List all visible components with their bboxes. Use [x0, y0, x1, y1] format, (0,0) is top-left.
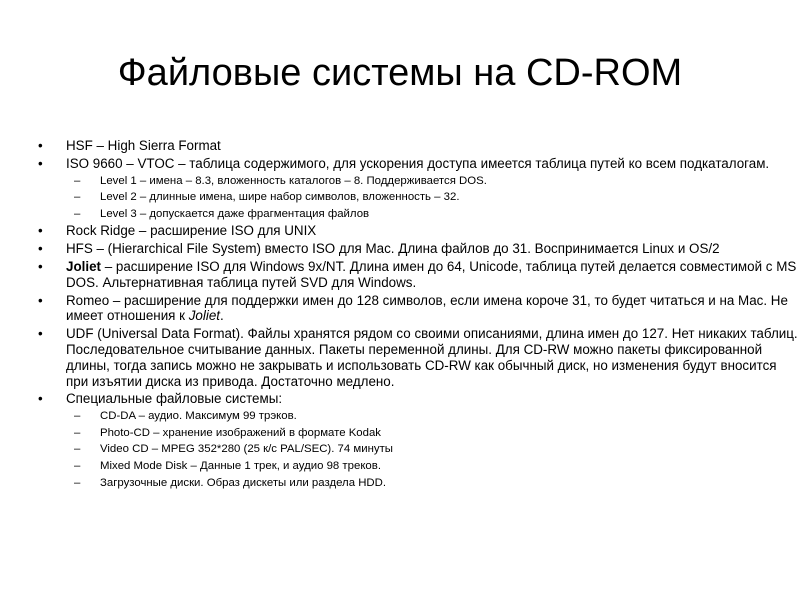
dash-icon: – [74, 443, 81, 456]
slide-title: Файловые системы на CD-ROM [117, 52, 683, 94]
list-item [38, 326, 798, 389]
sub-list-item [66, 442, 798, 457]
bullet-icon: • [38, 155, 43, 171]
sub-list-item [66, 174, 798, 189]
list-item-text: HSF – High Sierra Format [66, 138, 221, 153]
list-item [38, 223, 798, 239]
list-item-text: Romeo – расширение для поддержки имен до 128 символов, если имена короче 31, то будет читаться и на Mac. Не имеет отношения к [66, 292, 788, 324]
dash-icon: – [74, 191, 81, 204]
bullet-icon: • [38, 241, 43, 257]
sub-list-item-text: Level 1 – имена – 8.3, вложенность каталогов – 8. Поддерживается DOS. [100, 174, 487, 187]
list-item [38, 259, 798, 291]
dash-icon: – [74, 207, 81, 220]
sub-list-item-text: Level 2 – длинные имена, шире набор символов, вложенность – 32. [100, 191, 460, 204]
bullet-icon: • [38, 223, 43, 239]
joliet-reference: Joliet [188, 308, 220, 324]
dash-icon: – [74, 476, 81, 489]
list-item-text: – расширение ISO для Windows 9x/NT. Длина имен до 64, Unicode, таблица путей делается совместимой с MS DOS. Альтернативная таблица путей SVD для Windows. [66, 258, 797, 290]
sub-list-item-text: CD-DA – аудио. Максимум 99 трэков. [100, 410, 297, 423]
sub-list [66, 409, 798, 490]
bullet-list [38, 138, 798, 490]
sub-list [66, 174, 798, 222]
slide-content [38, 138, 798, 492]
list-item-text: Специальные файловые системы: [66, 391, 283, 407]
list-item-text: ISO 9660 – VTOC – таблица содержимого, для ускорения доступа имеется таблица путей ко всем подкаталогам. [66, 155, 770, 171]
sub-list-item-text: Mixed Mode Disk – Данные 1 трек, и аудио 98 треков. [100, 459, 381, 472]
bullet-icon: • [38, 258, 43, 274]
sub-list-item-text: Загрузочные диски. Образ дискеты или раздела HDD. [100, 476, 387, 489]
list-item [38, 156, 798, 222]
dash-icon: – [74, 410, 81, 423]
sub-list-item-text: Level 3 – допускается даже фрагментация файлов [100, 207, 370, 220]
dash-icon: – [74, 459, 81, 472]
bullet-icon: • [38, 292, 43, 308]
bullet-icon: • [38, 326, 43, 342]
bullet-icon: • [38, 138, 43, 153]
dash-icon: – [74, 174, 81, 187]
list-item-text: UDF (Universal Data Format). Файлы хранятся рядом со своими описаниями, длина имен до 127. Нет никаких таблиц. Последовательное считывание данных. Пакеты переменной длины. Для CD-RW можно пакеты фиксированной длины, тогда запись можно не закрывать и использовать CD-RW как обычный диск, но изменения будут вносится при изъятии диска из привода. Достаточно медлено. [66, 326, 798, 389]
list-item-text: HFS – (Hierarchical File System) вместо ISO для Mac. Длина файлов до 31. Воспринимается Linux и OS/2 [66, 241, 720, 257]
list-item [38, 138, 798, 154]
sub-list-item-text: Photo-CD – хранение изображений в формате Kodak [100, 426, 382, 439]
sub-list-item [66, 207, 798, 222]
list-item [38, 293, 798, 325]
joliet-term: Joliet [66, 258, 101, 274]
list-item-text: Rock Ridge – расширение ISO для UNIX [66, 223, 317, 239]
dash-icon: – [74, 426, 81, 439]
list-item [38, 391, 798, 490]
sub-list-item [66, 409, 798, 424]
sub-list-item [66, 459, 798, 474]
sub-list-item-text: Video CD – MPEG 352*280 (25 к/c PAL/SEC). 74 минуты [100, 443, 393, 456]
sub-list-item [66, 190, 798, 205]
bullet-icon: • [38, 391, 43, 407]
sub-list-item [66, 426, 798, 441]
list-item [38, 241, 798, 257]
list-item-end: . [220, 308, 224, 324]
sub-list-item [66, 476, 798, 491]
